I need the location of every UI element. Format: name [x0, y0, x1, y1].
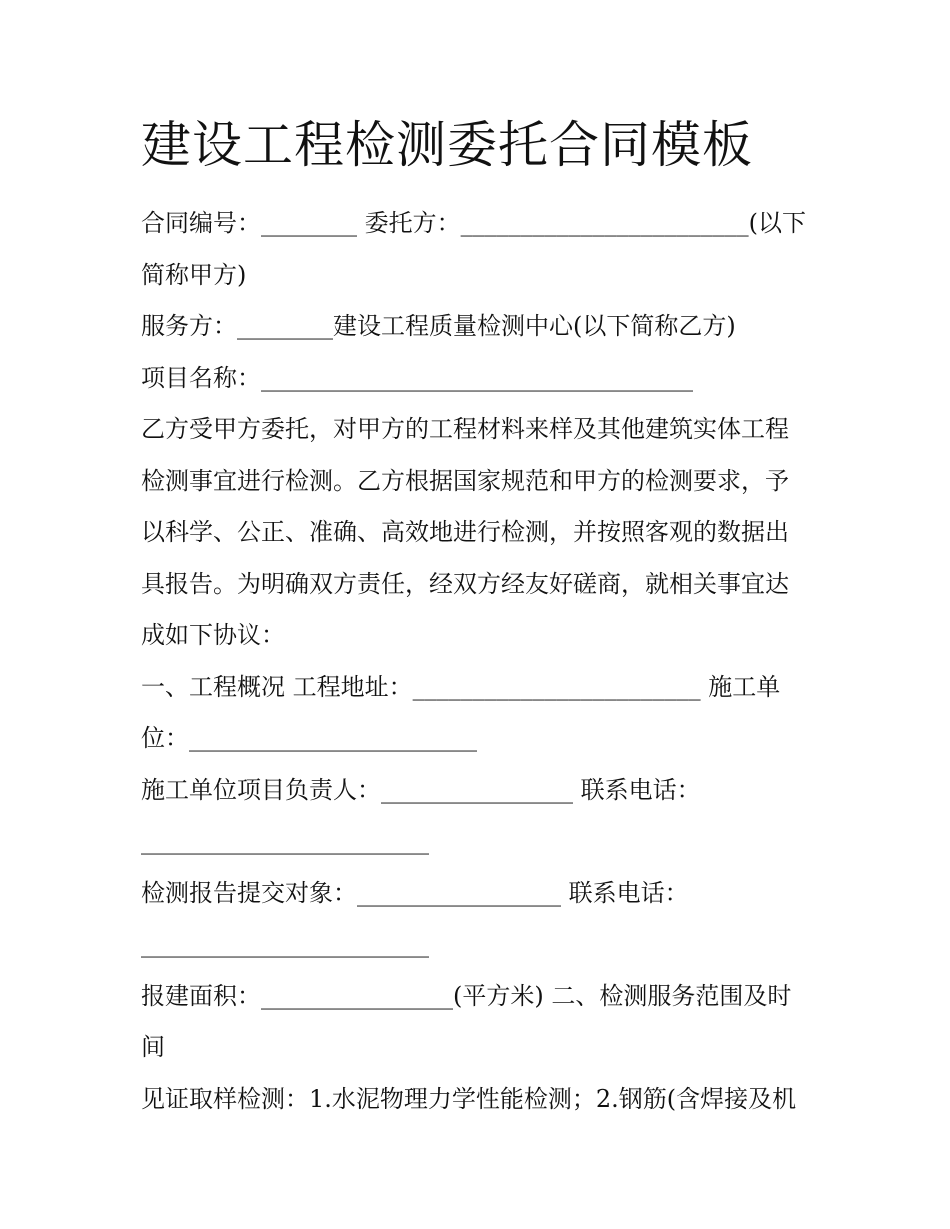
document-body: [141, 198, 806, 1125]
body-line: 检测报告提交对象：_________________ 联系电话：: [141, 878, 689, 907]
document-title: 建设工程检测委托合同模板: [141, 116, 753, 174]
body-line: 见证取样检测：1.水泥物理力学性能检测；2.钢筋(含焊接及机: [141, 1084, 797, 1113]
body-line: 简称甲方): [141, 260, 247, 289]
body-line: 检测事宜进行检测。乙方根据国家规范和甲方的检测要求，予: [141, 466, 789, 495]
body-line: 项目名称：____________________________________: [141, 363, 693, 392]
body-line: 以科学、公正、准确、高效地进行检测，并按照客观的数据出: [141, 518, 789, 546]
body-line: 成如下协议：: [141, 621, 285, 649]
body-line: 服务方：________建设工程质量检测中心(以下简称乙方): [141, 312, 736, 340]
body-line: 施工单位项目负责人：________________ 联系电话：: [141, 775, 701, 804]
body-line: ________________________: [141, 827, 429, 855]
body-line: 乙方受甲方委托，对甲方的工程材料来样及其他建筑实体工程: [141, 415, 789, 443]
body-line: 一、工程概况 工程地址：________________________ 施工单: [141, 672, 781, 701]
body-line: 间: [141, 1033, 165, 1061]
body-line: 报建面积：________________(平方米) 二、检测服务范围及时: [141, 981, 792, 1010]
body-line: ________________________: [141, 930, 429, 958]
body-line: 具报告。为明确双方责任，经双方经友好磋商，就相关事宜达: [141, 569, 789, 598]
body-line: 位：________________________: [141, 724, 477, 752]
body-line: 合同编号：________ 委托方：________________________(以下: [141, 209, 806, 237]
